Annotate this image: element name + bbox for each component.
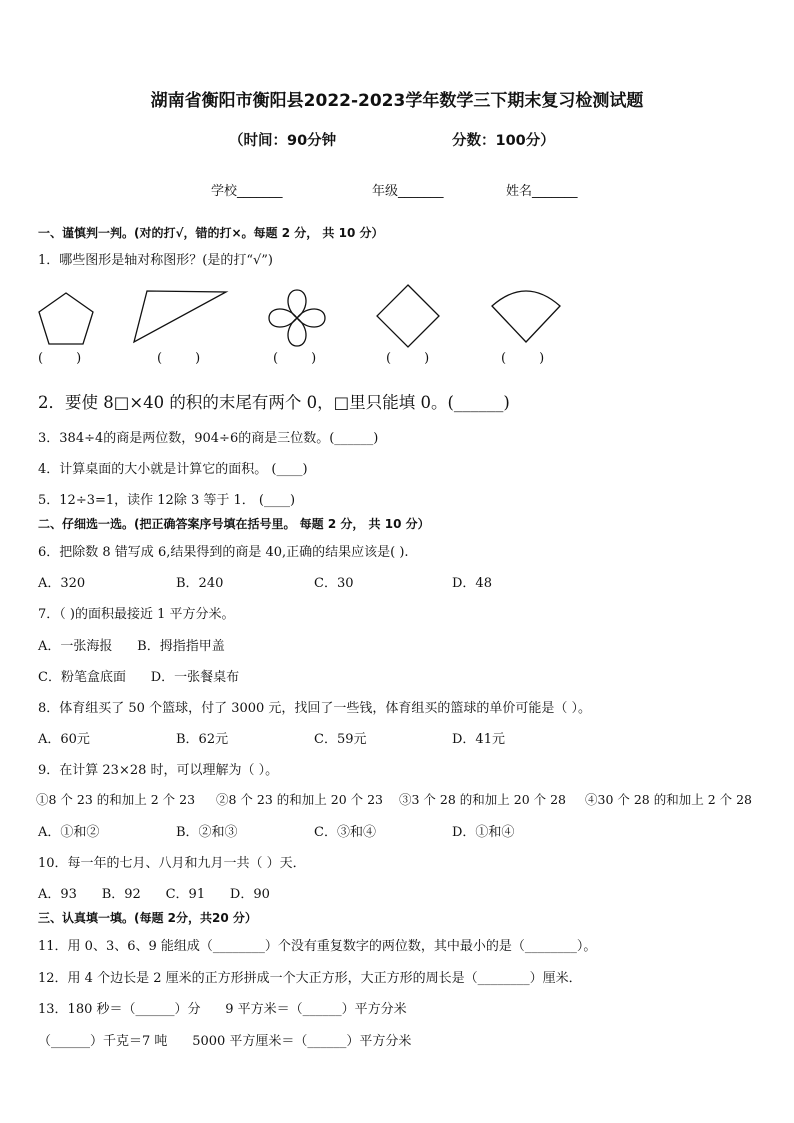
q8-option-b[interactable]: B．62元: [176, 732, 229, 747]
fan-icon: [489, 284, 563, 346]
question-2: 2．要使 8□×40 的积的末尾有两个 0，□里只能填 0。(______): [38, 393, 510, 412]
q9-item-4: ④30 个 28 的和加上 2 个 28: [585, 792, 753, 807]
question-3: 3．384÷4的商是两位数，904÷6的商是三位数。(______): [38, 431, 379, 446]
diamond-icon: [375, 283, 441, 349]
q8-option-d[interactable]: D．41元: [452, 732, 505, 747]
answer-paren-5[interactable]: ( ): [501, 351, 545, 366]
q10-options[interactable]: A．93 B．92 C．91 D．90: [38, 887, 270, 902]
q7-options-row2[interactable]: C．粉笔盒底面 D．一张餐桌布: [38, 670, 240, 685]
answer-paren-3[interactable]: ( ): [273, 351, 317, 366]
question-4: 4．计算桌面的大小就是计算它的面积。 (____): [38, 462, 308, 477]
score-label: 分数：100分）: [452, 133, 555, 149]
question-10: 10．每一年的七月、八月和九月一共（ ）天．: [38, 856, 306, 871]
name-field[interactable]: 姓名_______: [506, 184, 578, 199]
answer-paren-2[interactable]: ( ): [157, 351, 201, 366]
section-3-heading: 三、认真填一填。(每题 2分，共20 分）: [38, 911, 257, 925]
q6-option-d[interactable]: D．48: [452, 576, 492, 591]
question-9: 9．在计算 23×28 时，可以理解为（ ）。: [38, 763, 279, 778]
school-field[interactable]: 学校_______: [211, 184, 283, 199]
time-label: （时间：90分钟: [229, 133, 337, 149]
question-5: 5．12÷3=1，读作 12除 3 等于 1． (____): [38, 493, 296, 508]
question-13-line2: （______）千克＝7 吨 5000 平方厘米＝（______）平方分米: [38, 1034, 412, 1049]
pentagon-icon: [36, 290, 98, 348]
clover-icon: [266, 288, 328, 348]
q8-option-a[interactable]: A．60元: [38, 732, 90, 747]
q9-item-1: ①8 个 23 的和加上 2 个 23: [36, 792, 196, 807]
q9-option-c[interactable]: C．③和④: [314, 825, 376, 840]
q6-option-b[interactable]: B．240: [176, 576, 224, 591]
page-title: 湖南省衡阳市衡阳县2022-2023学年数学三下期末复习检测试题: [150, 91, 644, 111]
section-2-heading: 二、仔细选一选。(把正确答案序号填在括号里。 每题 2 分， 共 10 分）: [38, 517, 430, 531]
question-12: 12．用 4 个边长是 2 厘米的正方形拼成一个大正方形，大正方形的周长是（________）厘米．: [38, 971, 582, 986]
q9-option-d[interactable]: D．①和④: [452, 825, 515, 840]
question-11: 11．用 0、3、6、9 能组成（________）个没有重复数字的两位数，其中最小的是（________）。: [38, 939, 597, 954]
question-8: 8．体育组买了 50 个篮球，付了 3000 元，找回了一些钱，体育组买的篮球的单价可能是（ ）。: [38, 701, 592, 716]
q8-option-c[interactable]: C．59元: [314, 732, 367, 747]
answer-paren-4[interactable]: ( ): [386, 351, 430, 366]
triangle-icon: [131, 289, 229, 345]
q9-item-2: ②8 个 23 的和加上 20 个 23: [216, 792, 384, 807]
section-1-heading: 一、谨慎判一判。(对的打√，错的打×。每题 2 分， 共 10 分）: [38, 226, 384, 240]
q9-option-a[interactable]: A．①和②: [38, 825, 100, 840]
q9-item-3: ③3 个 28 的和加上 20 个 28: [399, 792, 567, 807]
question-7: 7．（ )的面积最接近 1 平方分米。: [38, 607, 235, 622]
q6-option-a[interactable]: A．320: [38, 576, 86, 591]
question-1: 1．哪些图形是轴对称图形？(是的打“√”): [38, 253, 273, 268]
question-13-line1: 13．180 秒＝（______）分 9 平方米＝（______）平方分米: [38, 1002, 407, 1017]
q9-option-b[interactable]: B．②和③: [176, 825, 238, 840]
grade-field[interactable]: 年级_______: [372, 184, 444, 199]
q7-options-row1[interactable]: A．一张海报 B．拇指指甲盖: [38, 639, 225, 654]
answer-paren-1[interactable]: ( ): [38, 351, 82, 366]
q6-option-c[interactable]: C．30: [314, 576, 354, 591]
question-6: 6．把除数 8 错写成 6,结果得到的商是 40,正确的结果应该是( ).: [38, 545, 409, 560]
